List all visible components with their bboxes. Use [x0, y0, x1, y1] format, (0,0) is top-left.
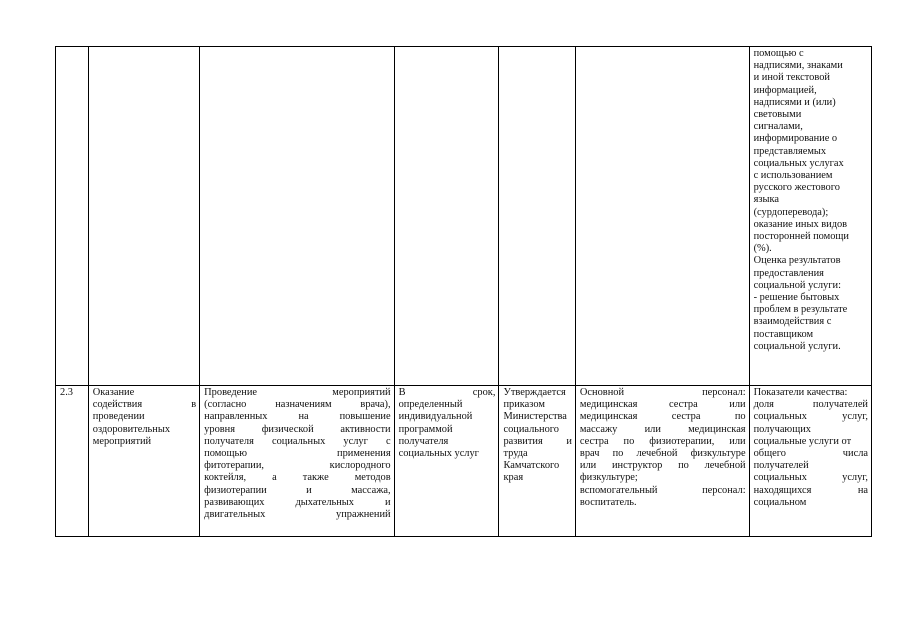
cell-text-line: информирование о: [753, 133, 838, 145]
table-cell: [394, 47, 499, 386]
cell-text-line: социальной услуги.: [753, 340, 841, 352]
cell-text-line: (сурдоперевода);: [753, 206, 829, 218]
cell-text-line: получателей: [753, 460, 809, 472]
cell-text-line: социальных услугах: [753, 157, 844, 169]
cell-text-line: надписями и (или): [753, 96, 836, 108]
cell-text-line: определенный: [398, 399, 463, 411]
cell-text-line: и иной текстовой: [753, 72, 830, 84]
cell-text-line: поставщиком: [753, 328, 814, 340]
cell-text-line: развивающих дыхательных и: [204, 496, 391, 508]
cell-text-line: информацией,: [753, 84, 817, 96]
cell-text-line: индивидуальной: [398, 411, 473, 423]
cell-text-line: сестра по физиотерапии, или: [579, 435, 746, 447]
table-cell: [88, 47, 199, 386]
cell-text-line: социальных услуг,: [753, 472, 868, 484]
cell-text-line: Утверждается: [503, 387, 566, 398]
cell-text-line: проблем в результате: [753, 304, 848, 316]
cell-text-line: коктейля, а также методов: [204, 472, 391, 484]
cell-text-line: находящихся на: [753, 484, 868, 496]
cell-text-line: физкультуре;: [579, 472, 638, 484]
cell-text-line: помощью применения: [204, 448, 391, 460]
cell-text-line: световыми: [753, 109, 802, 121]
cell-text-line: содействия в: [92, 399, 197, 411]
staff-cell: [575, 386, 749, 537]
table-cell: [56, 47, 89, 386]
cell-text-line: массажу или медицинская: [579, 423, 746, 435]
cell-text-line: социального: [503, 423, 559, 435]
services-table: [55, 46, 872, 537]
cell-text-line: воспитатель.: [579, 496, 637, 508]
cell-text-line: Проведение мероприятий: [204, 387, 391, 398]
cell-text-line: Оказание: [92, 387, 135, 398]
cell-text-line: сигналами,: [753, 121, 803, 133]
cell-text-line: посторонней помощи: [753, 231, 849, 243]
row-number-text: 2.3: [60, 387, 73, 398]
cell-text-line: получателя социальных услуг с: [204, 435, 391, 447]
cell-text-line: приказом: [503, 399, 545, 411]
table-row-2-3: [56, 386, 872, 537]
cell-text-line: социальных услуг: [398, 448, 479, 460]
cell-text-line: оздоровительных: [92, 423, 171, 435]
table-cell: [575, 47, 749, 386]
cell-text-line: вспомогательный персонал:: [579, 484, 746, 496]
cell-text-line: медицинская сестра по: [579, 411, 746, 423]
cell-text-line: социальном: [753, 496, 807, 508]
cell-text-line: помощью с: [753, 48, 804, 59]
cell-text-line: социальной услуги:: [753, 279, 841, 291]
cell-text-line: медицинская сестра или: [579, 399, 746, 411]
cell-text-line: получателя: [398, 435, 449, 447]
cell-text-line: представляемых: [753, 145, 827, 157]
approval-cell: [499, 386, 575, 537]
table-cell: [499, 47, 575, 386]
cell-text-line: социальных услуг,: [753, 411, 868, 423]
cell-text-line: В срок,: [398, 387, 496, 398]
cell-text-line: проведении: [92, 411, 145, 423]
cell-text-line: предоставления: [753, 267, 824, 279]
cell-text-line: русского жестового: [753, 182, 840, 194]
cell-text-line: с использованием: [753, 170, 833, 182]
cell-text-line: оказание иных видов: [753, 218, 848, 230]
cell-text-line: развития и: [503, 435, 572, 447]
cell-text-line: двигательных упражнений: [204, 509, 391, 521]
cell-text-line: взаимодействия с: [753, 316, 832, 328]
cell-text-line: физиотерапии и массажа,: [204, 484, 391, 496]
term-cell: [394, 386, 499, 537]
cell-text-line: общего числа: [753, 448, 868, 460]
cell-text-line: Основной персонал:: [579, 387, 746, 398]
table-row-continuation: [56, 47, 872, 386]
description-cell: [200, 386, 394, 537]
cell-text-line: надписями, знаками: [753, 60, 843, 72]
service-name-cell: [88, 386, 199, 537]
cell-text-line: Камчатского: [503, 460, 560, 472]
cell-text-line: программой: [398, 423, 453, 435]
cell-text-line: Показатели качества:: [753, 387, 848, 398]
quality-continuation-cell: [749, 47, 871, 386]
cell-text-line: Министерства: [503, 411, 567, 423]
cell-text-line: мероприятий: [92, 435, 152, 447]
cell-text-line: труда: [503, 448, 528, 460]
cell-text-line: или инструктор по лечебной: [579, 460, 746, 472]
cell-text-line: получающих: [753, 423, 811, 435]
cell-text-line: края: [503, 472, 524, 484]
cell-text-line: Оценка результатов: [753, 255, 841, 267]
cell-text-line: уровня физической активности: [204, 423, 391, 435]
cell-text-line: направленных на повышение: [204, 411, 391, 423]
cell-text-line: - решение бытовых: [753, 292, 840, 304]
cell-text-line: (%).: [753, 243, 772, 255]
table-cell: [200, 47, 394, 386]
cell-text-line: врач по лечебной физкультуре: [579, 448, 746, 460]
cell-text-line: социальные услуги от: [753, 435, 852, 447]
row-number: [56, 386, 89, 537]
cell-text-line: доля получателей: [753, 399, 868, 411]
cell-text-line: языка: [753, 194, 779, 206]
cell-text-line: фитотерапии, кислородного: [204, 460, 391, 472]
quality-cell: [749, 386, 871, 537]
cell-text-line: (согласно назначениям врача),: [204, 399, 391, 411]
